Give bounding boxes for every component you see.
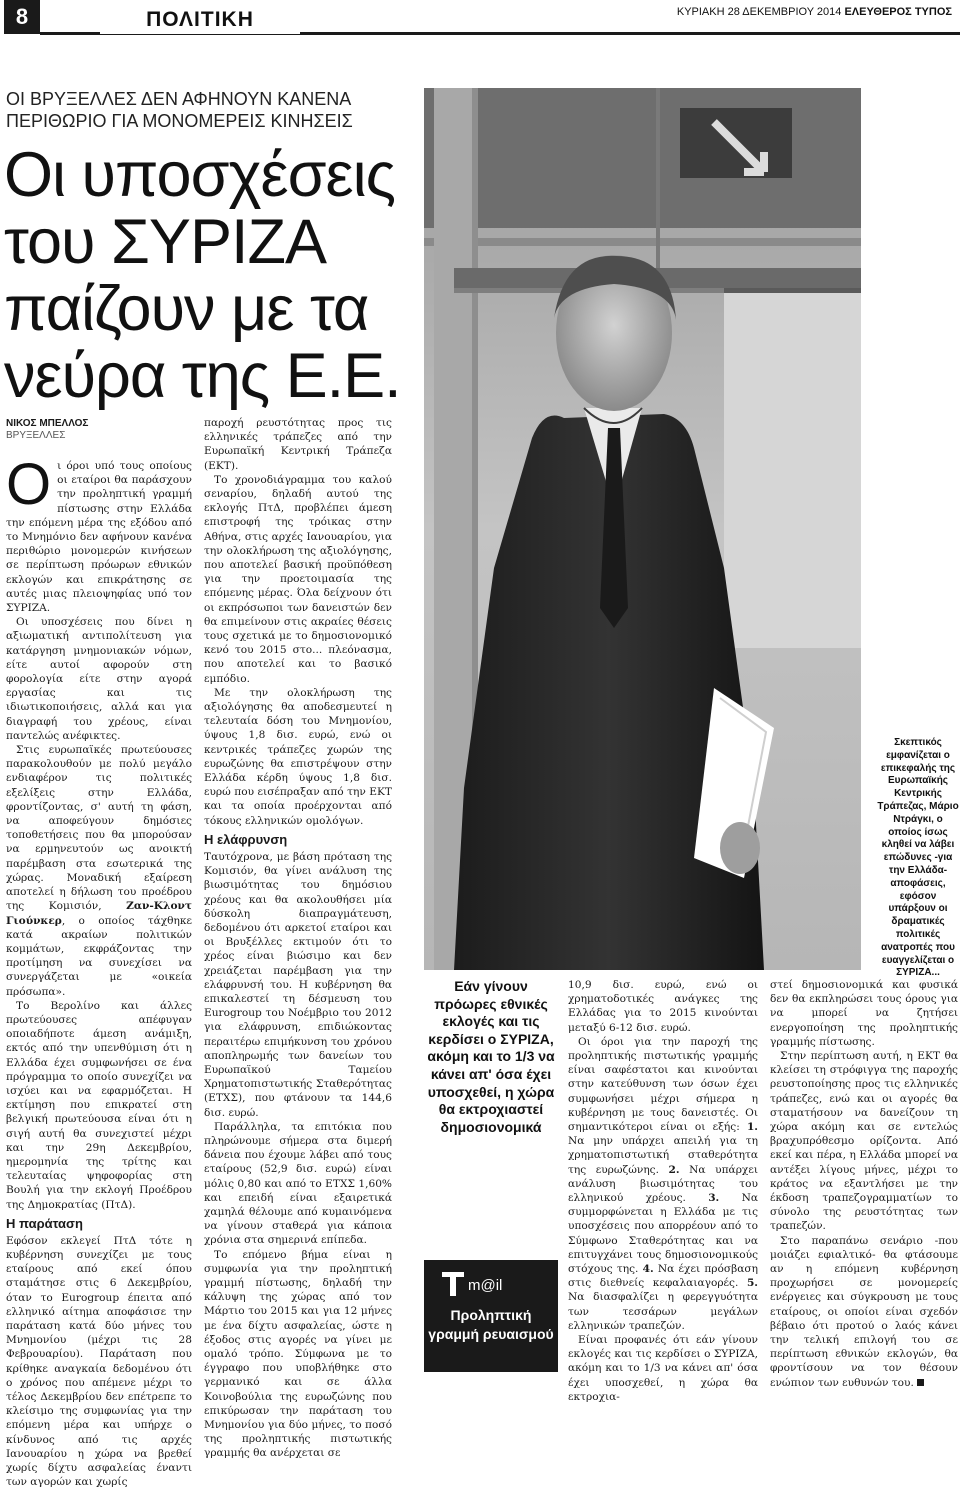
paragraph: στεί δημοσιονομικά και φυσικά δεν θα εκπληρώσει τους όρους για να μπορεί να ζητήσει ενεργοποίηση της προληπτικής γραμμής πίστωσης. bbox=[770, 979, 958, 1048]
paragraph: Οι όροι υπό τους οποίους οι εταίροι θα παράσχουν την προληπτική γραμμή πίστωσης στην Ελλάδα την επόμενη μέρα της εξόδου από το Μνημόνιο δεν αφήνουν κανένα περιθώριο μονομερών κινήσεων σε περίπτωση πρόωρων εθνικών εκλογών και επικράτησης σε αυτές μιας πλειοψηφίας υπό τον ΣΥΡΙΖΑ. bbox=[6, 452, 192, 615]
subheading: Η παράταση bbox=[6, 1215, 83, 1231]
page-header bbox=[0, 0, 960, 34]
byline bbox=[6, 418, 88, 442]
article-kicker: ΟΙ ΒΡΥΞΕΛΛΕΣ ΔΕΝ ΑΦΗΝΟΥΝ ΚΑΝΕΝΑ ΠΕΡΙΘΩΡΙΟ ΓΙΑ ΜΟΝΟΜΕΡΕΙΣ ΚΙΝΗΣΕΙΣ bbox=[6, 89, 353, 131]
publication-name: ΕΛΕΥΘΕΡΟΣ ΤΥΠΟΣ bbox=[844, 6, 952, 18]
paragraph: Στις ευρωπαϊκές πρωτεύουσες παρακολουθούν με πολύ μεγάλο ενδιαφέρον τις πολιτικές εξελίξεις στην Ελλάδα, φροντίζοντας, σ' αυτή τη φάση, να αποφεύγουν δημόσιες τοποθετήσεις που θα μπορούσαν να ερμηνευτούν ως ανοικτή παρέμβαση στα εσωτερικά της χώρας. Μοναδική εξαίρεση αποτελεί η δήλωση του προέδρου της Κομισιόν, Ζαν-Κλοντ Γιούνκερ, ο οποίος τάχθηκε κατά ακραίων πολιτικών κομμάτων, εκφράζοντας την προτίμηση να συνεχίσει να συνεργάζεται με «οικεία πρόσωπα». bbox=[6, 744, 192, 998]
tmail-title: Προληπτική γραμμή ρευαισμού bbox=[428, 1307, 554, 1342]
author-name: ΝΙΚΟΣ ΜΠΕΛΛΟΣ bbox=[6, 418, 89, 429]
page-number: 8 bbox=[4, 0, 40, 34]
paragraph: 10,9 δισ. ευρώ, ενώ οι χρηματοδοτικές ανάγκες της Ελλάδας για το 2015 κινούνται μεταξύ 6-12 δισ. ευρώ. bbox=[568, 979, 758, 1034]
end-of-article-mark bbox=[917, 1379, 924, 1386]
paragraph: Το χρονοδιάγραμμα του καλού σεναρίου, δηλαδή αυτού της εκλογής ΠτΔ, προβλέπει άμεση επιστροφή της τρόικας στην Αθήνα, στις αρχές Ιανουαρίου, για την ολοκλήρωση της αξιολόγησης, που αποτελεί βασική προϋπόθεση για την προετοιμασία της επόμενης μέρας. Όλα δείχνουν ότι οι εκπρόσωποι των δανειστών δεν θα επιμείνουν στις ακραίες θέσεις τους σχετικά με το δημοσιονομικό κενό του 2015 στο... πλεόνασμα, που αποτελεί και το βασικό εμπόδιο. bbox=[204, 473, 392, 685]
drop-cap: Ο bbox=[6, 452, 52, 517]
article-photo bbox=[424, 88, 861, 970]
paragraph: Στο παραπάνω σενάριο -που μοιάζει εφιαλτικό- θα φτάσουμε αν η επόμενη κυβέρνηση προχωρήσει σε μονομερείς ενέργειες και σύγκρουση με τους εταίρους, οι οποίοι είναι σχεδόν βέβαιο ότι προτού ο λαός κάνει την τελική επιλογή του σε περίπτωση εθνικών εκλογών, θα φροντίσουν να τον θέσουν ενώπιον των ευθυνών του. bbox=[770, 1234, 958, 1389]
tmail-logo bbox=[438, 1268, 538, 1298]
paragraph: Παράλληλα, τα επιτόκια που πληρώνουμε σήμερα στα διμερή δάνεια που έχουμε λάβει από τους εταίρους (52,9 δισ. ευρώ) είναι μόλις 0,80 και από το ΕΤΧΣ 1,60% και επειδή είναι εξαιρετικά χαμηλά θέλουμε από κυμαινόμενα να γίνουν σταθερά για κάποια χρόνια στα σημερινά επίπεδα. bbox=[204, 1120, 393, 1247]
paragraph: Το Βερολίνο και άλλες πρωτεύουσες απέφυγαν οποιαδήποτε άμεση ανάμιξη, εκτός από την υπενθύμιση ότι η Ελλάδα έχει συμφωνήσει σε ένα πρόγραμμα το οποίο συνεχίζει να ισχύει και να εφαρμόζεται. Η εκτίμηση που επικρατεί στη βελγική πρωτεύουσα είναι ότι η σιγή αυτή θα συνεχιστεί μέχρι και την 29η Δεκεμβρίου, ημερομηνία της τρίτης και τελευταίας ψηφοφορίας στη Βουλή για την εκλογή Προέδρου της Δημοκρατίας (ΠτΔ). bbox=[6, 999, 192, 1211]
article-column-4 bbox=[770, 978, 958, 1390]
article-column-2 bbox=[204, 416, 392, 1461]
paragraph: Εφόσον εκλεγεί ΠτΔ τότε η κυβέρνηση συνεχίζει με τους εταίρους από εκεί όπου σταμάτησε στις 6 Δεκεμβρίου, όταν το Eurogroup έπειτα από ελληνικό αίτημα αποφάσισε την παράταση κατά δύο μήνες του Μνημονίου (μέχρι τις 28 Φεβρουαρίου). Παράταση που κρίθηκε αναγκαία δεδομένου ότι ο χρόνος που απέμενε μέχρι το τέλος Δεκεμβρίου δεν επέτρεπε το κλείσιμο της συμφωνίας για την επόμενη μέρα και υπήρχε ο κίνδυνος από τις αρχές Ιανουαρίου η χώρα να βρεθεί χωρίς δίχτυ ασφαλείας έναντι των αγορών και χωρίς bbox=[6, 1234, 192, 1489]
pull-quote: Εάν γίνουν πρόωρες εθνικές εκλογές και τις κερδίσει ο ΣΥΡΙΖΑ, ακόμη και το 1/3 να κάνει απ' όσα έχει υποσχεθεί, η χώρα θα εκτροχιαστεί δημοσιονομικά bbox=[427, 978, 555, 1135]
tmail-t-icon bbox=[438, 1268, 538, 1298]
subheading: Η ελάφρυνση bbox=[204, 831, 288, 847]
paragraph: Ταυτόχρονα, με βάση πρόταση της Κομισιόν, θα γίνει ανάλυση της βιωσιμότητας του δημόσιου χρέους και θα ακολουθήσει μία δύσκολη διαπραγμάτευση, δεδομένου ότι αρκετοί εταίροι και οι Βρυξέλλες εκτιμούν ότι το χρέος είναι βιώσιμο και δεν χρειάζεται παρέμβαση για την ελάφρυνσή του. Η κυβέρνηση θα επικαλεστεί τη δέσμευση του Eurogroup του Νοέμβριο του 2012 για ελάφρυνση, επιδιώκοντας περαιτέρω επιμήκυνση του χρόνου αποπληρωμής των δανείων του Ευρωπαϊκού Ταμείου Χρηματοπιστωτικής Σταθερότητας (ΕΤΧΣ), που φτάνουν τα 144,6 δισ. ευρώ. bbox=[204, 850, 392, 1119]
author-location: ΒΡΥΞΕΛΛΕΣ bbox=[6, 430, 66, 441]
paragraph: Οι όροι για την παροχή της προληπτικής πιστωτικής γραμμής είναι σαφέστατοι και κινούνται στην κατεύθυνση των όσων έχει συμφωνήσει μέχρι σήμερα η κυβέρνηση με τους δανειστές. Οι σημαντικότεροι είναι οι εξής: 1. Να μην υπάρχει απειλή για τη χρηματοπιστωτική σταθερότητα της ευρωζώνης. 2. Να υπάρχει ανάλυση βιωσιμότητας του ελληνικού χρέους. 3. Να συμμορφώνεται η Ελλάδα με τις υποσχέσεις που απορρέουν από το Σύμφωνο Σταθερότητας και να επιτυγχάνει τους δημοσιονομικούς στόχους της. 4. Να έχει πρόσβαση στις διεθνείς κεφαλαιαγορές. 5. Να διασφαλίζει η φερεγγυότητα των τεσσάρων μεγάλων ελληνικών τραπεζών. bbox=[568, 1035, 758, 1332]
issue-date: ΚΥΡΙΑΚΗ 28 ΔΕΚΕΜΒΡΙΟΥ 2014 bbox=[676, 6, 842, 18]
paragraph: Με την ολοκλήρωση της αξιολόγησης θα αποδεσμευτεί η τελευταία δόση του Μνημονίου, ύψους 1,8 δισ. ευρώ, ενώ οι κεντρικές τράπεζες χωρών της ευρωζώνης θα επιστρέψουν στην Ελλάδα κέρδη ύψους 1,8 δισ. ευρώ που εισέπραξαν από την ΕΚΤ και τα οποία προέρχονται από τόκους ελληνικών ομολόγων. bbox=[204, 686, 392, 827]
portrait-photo bbox=[424, 88, 861, 970]
paragraph: παροχή ρευστότητας προς τις ελληνικές τράπεζες από την Ευρωπαϊκή Κεντρική Τράπεζα (ΕΚΤ). bbox=[204, 417, 392, 472]
person-name: Ζαν-Κλοντ Γιούνκερ bbox=[6, 900, 192, 927]
paragraph: Το επόμενο βήμα είναι η συμφωνία για την προληπτική γραμμή πίστωσης, δηλαδή την κάλυψη της χώρας από τον Μάρτιο του 2015 και για 12 μήνες με ένα δίχτυ ασφαλείας, ώστε η έξοδος στις αγορές να γίνει με ομαλό τρόπο. Σύμφωνα με το έγγραφο που υποβλήθηκε στο γερμανικό και σε άλλα Κοινοβούλια της ευρωζώνης που επικύρωσαν την παράταση του Μνημονίου για δύο μήνες, το ποσό της προληπτικής πιστωτικής γραμμής θα ανέρχεται σε bbox=[204, 1248, 392, 1460]
dateline bbox=[677, 6, 952, 18]
paragraph: Είναι προφανές ότι εάν γίνουν εκλογές και τις κερδίσει ο ΣΥΡΙΖΑ, ακόμη και το 1/3 να κάνει απ' όσα έχει υποσχεθεί, η χώρα θα εκτροχια- bbox=[568, 1334, 758, 1403]
section-name: ΠΟΛΙΤΙΚΗ bbox=[100, 3, 300, 34]
photo-caption: Σκεπτικός εμφανίζεται ο επικεφαλής της Ευρωπαϊκής Κεντρικής Τράπεζας, Μάριο Ντράγκι, ο οποίος ίσως κληθεί να λάβει επώδυνες -για την Ελλάδα- αποφάσεις, εφόσον υπάρξουν οι δραματικές πολιτικές ανατροπές που ευαγγελίζεται ο ΣΥΡΙΖΑ... bbox=[877, 737, 959, 979]
article-column-3 bbox=[568, 978, 758, 1404]
paragraph: Οι υποσχέσεις που δίνει η αξιωματική αντιπολίτευση για κατάργηση μνημονιακών νόμων, είτε αυτοί αφορούν στη φορολογία είτε στην αγορά εργασίας και τις ιδιωτικοποιήσεις, αλλά και για διαγραφή του χρέους, είναι παντελώς ανέφικτες. bbox=[6, 616, 192, 742]
article-headline: Οι υποσχέσεις του ΣΥΡΙΖΑ παίζουν με τα νεύρα της Ε.Ε. bbox=[4, 140, 401, 411]
paragraph: Στην περίπτωση αυτή, η ΕΚΤ θα κλείσει τη στρόφιγγα της παροχής ρευστοποίησης προς τις ελληνικές τράπεζες, ενώ και οι αγορές θα σταματήσουν να δανείζουν τη χώρα ακόμη και σε εντελώς βραχυπρόθεσμο ορίζοντα. Από εκεί και πέρα, η Ελλάδα μπορεί να αντέξει λίγους μήνες, μέχρι το κράτος να εξαντλήσει με την έκδοση τραπεζογραμματίων το σύνολο της ρευστότητας των τραπεζών. bbox=[770, 1050, 958, 1233]
tmail-box bbox=[424, 1260, 558, 1372]
svg-text:m@il: m@il bbox=[468, 1277, 503, 1294]
article-column-1 bbox=[6, 452, 192, 1489]
